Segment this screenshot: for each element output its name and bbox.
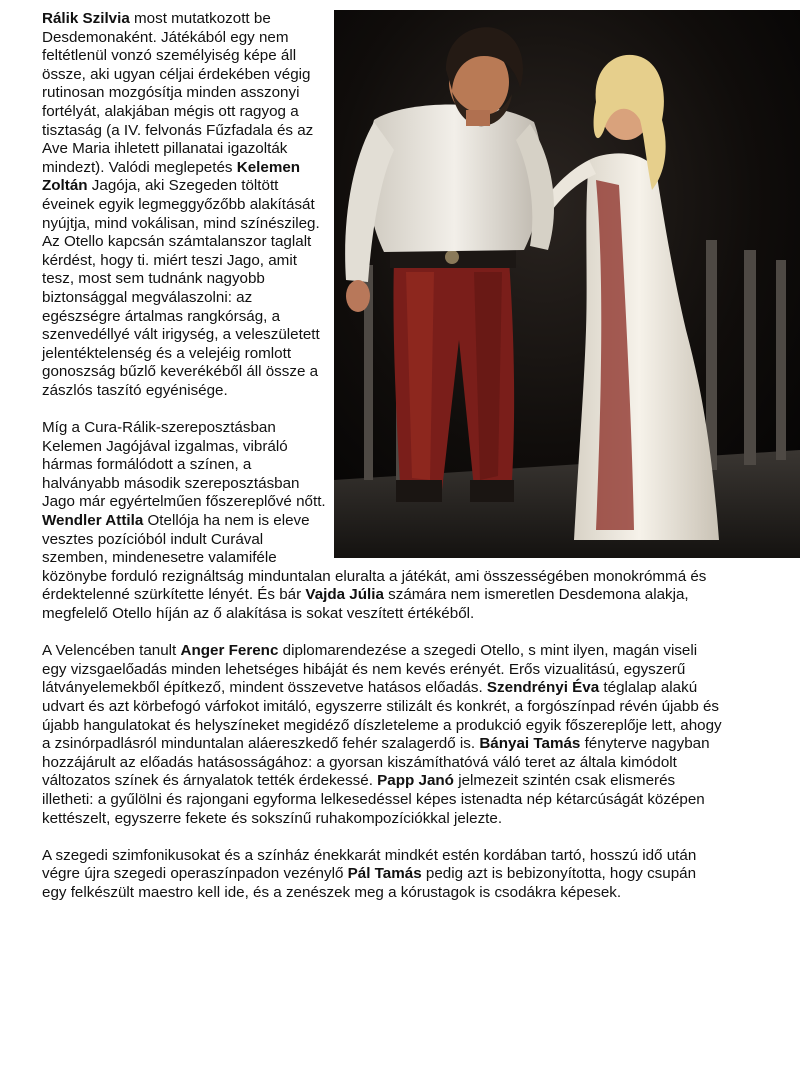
paragraph-text: Jagója, aki Szegeden töltött éveinek egyik legmeggyőzőbb alakítását nyújtja, mind vokálisan, mind színészileg. Az Otello kapcsán számtalanszor taglalt kérdést, hogy ti. miért teszi Jago, amit tesz, most sem tudnánk nagyobb biztonsággal megválaszolni: az egészségre ártalmas rangkórság, a szenvedéllyé vált irigység, a veleszületett jelentéktelenség és a velejéig romlott gonoszság bűzlő keverékéből áll össze a zászlós taszító egyénisége. <box>42 177 320 399</box>
person-name: Pál Tamás <box>347 865 422 883</box>
paragraph-text: pedig azt is bebizonyította, hogy csupán egy felkészült maestro kell ide, és a zenészek meg a kórustagok is csodákra képesek. <box>42 865 697 901</box>
paragraph-text: diplomarendezése a szegedi Otello, s mint ilyen, magán viseli egy vizsgaelőadás minden lehetséges hibáját és nem kevés erényét. Erős vizualitású, egyszerű látványelemekből építkező, mindent összevetve hatásos előadás. <box>42 642 698 697</box>
article-body <box>42 10 722 921</box>
paragraph-text: számára nem ismeretlen Desdemona alakja, megfelelő Otello híján az ő alakítása is sokat veszített értékéből. <box>42 586 689 622</box>
paragraph-text: A Velencében tanult <box>42 642 181 660</box>
person-name: Wendler Attila <box>42 512 144 530</box>
paragraph-3 <box>42 642 722 828</box>
paragraph-text: Otellója ha nem is eleve vesztes pozícióból indult Curával szemben, mindenesetre valamiféle közönybe forduló rezignáltság minduntalan eluralta a játékát, ami összességében monokrómmá és érdektelenné szürkítette lényét. És bár <box>42 512 707 604</box>
stage-photo <box>334 10 800 558</box>
person-name: Vajda Júlia <box>305 586 384 604</box>
paragraph-text: Míg a Cura-Rálik-szereposztásban Kelemen Jagójával izgalmas, vibráló hármas formálódott a színen, a halványabb második szereposztásban Jago már egyértelműen főszereplővé nőtt. <box>42 419 326 511</box>
paragraph-text: téglalap alakú udvart és azt körbefogó várfokot imitáló, egyszerre stilizált és konkrét, a forgószínpad révén újabb és újabb hangulatokat és helyszíneket megidéző díszleteleme a produkció egyik főszereplője lett, ahogy a zsinórpadlásról minduntalan aláereszkedő fehér szalagerdő is. <box>42 679 722 753</box>
person-name: Kelemen Zoltán <box>42 158 301 195</box>
person-name: Papp Janó <box>377 772 454 790</box>
paragraph-text: fényterve nagyban hozzájárult az előadás hatásosságához: a gyorsan kiszámíthatóvá váló teret az általa kimódolt változatos színek és árnyalatok tették érdekessé. <box>42 735 710 790</box>
person-name: Szendrényi Éva <box>486 679 600 697</box>
person-name: Bányai Tamás <box>479 735 581 753</box>
paragraph-text: most mutatkozott be Desdemonaként. Játékából egy nem feltétlenül vonzó személyiség képe áll össze, aki ugyan céljai érdekében végig rutinosan mozgósítja minden asszonyi fortélyát, alakjában mégis ott ragyog a tisztaság (a IV. felvonás Fűzfadala és az Ave Maria ihletett pillanatai igazolták mindezt). Valódi meglepetés <box>42 10 314 176</box>
paragraph-text: jelmezeit szintén csak elismerés illetheti: a gyűlölni és rajongani egyforma lelkesedéssel képes istenadta nép kétarcúságát középen kettészelt, egyszerre fekete és sokszínű ruhakompozíciókkal jelezte. <box>42 772 705 827</box>
person-name: Rálik Szilvia <box>42 10 130 27</box>
person-name: Anger Ferenc <box>180 642 279 660</box>
paragraph-4 <box>42 847 722 903</box>
paragraph-text: A szegedi szimfonikusokat és a színház énekkarát mindkét estén kordában tartó, hosszú idő után végre újra szegedi operaszínpadon vezénylő <box>42 846 697 883</box>
stage-photo-image <box>334 10 800 558</box>
